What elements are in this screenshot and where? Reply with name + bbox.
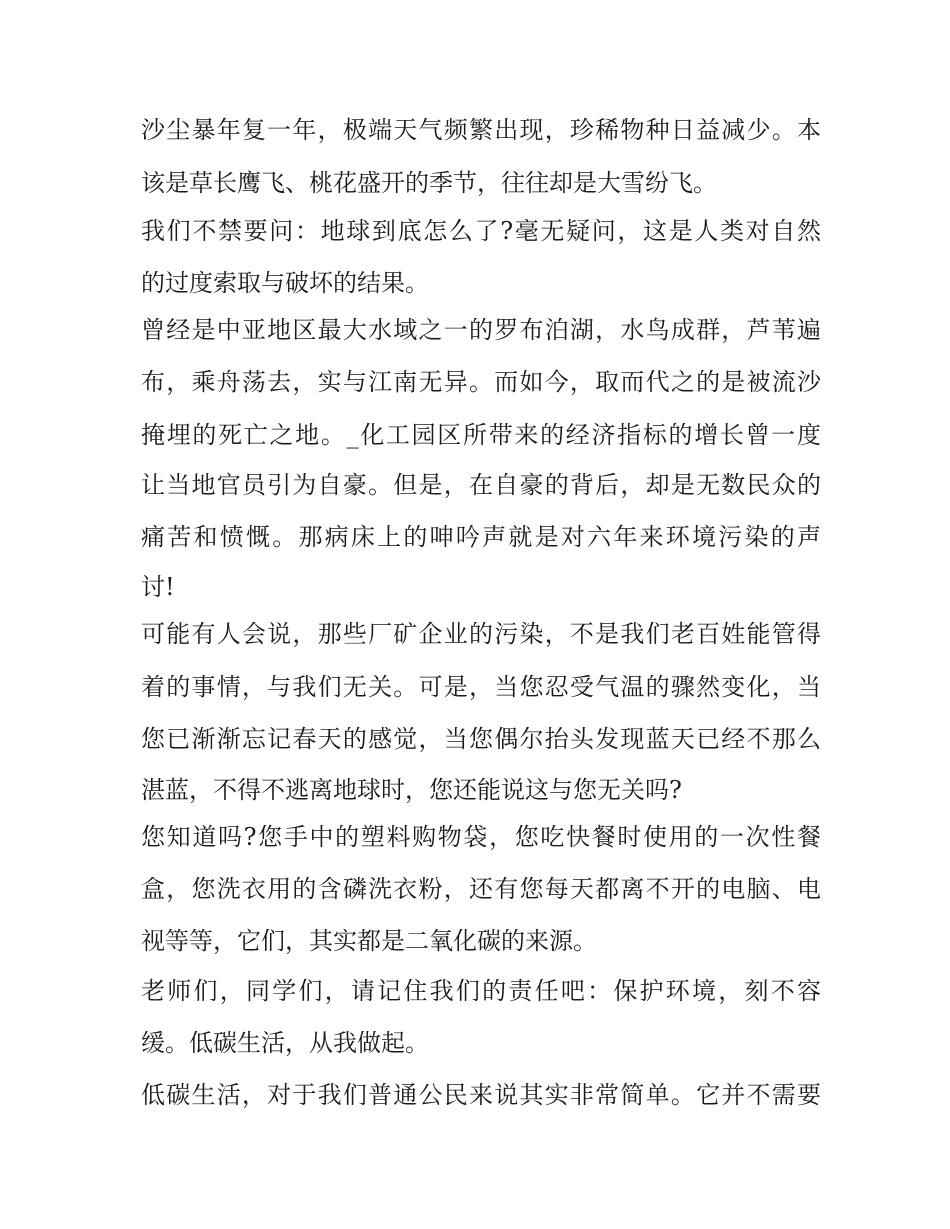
text-line: 视等等，它们，其实都是二氧化碳的来源。: [141, 927, 597, 955]
text-line: 着的事情，与我们无关。可是，当您忍受气温的骤然变化，当: [141, 673, 821, 701]
text-line: 可能有人会说，那些厂矿企业的污染，不是我们老百姓能管得: [141, 620, 821, 648]
text-line: 讨!: [141, 573, 175, 601]
text-line: 低碳生活，对于我们普通公民来说其实非常简单。它并不需要: [141, 1081, 821, 1109]
text-line: 布，乘舟荡去，实与江南无异。而如今，取而代之的是被流沙: [141, 368, 821, 396]
text-line: 您知道吗?您手中的塑料购物袋，您吃快餐时使用的一次性餐: [141, 823, 821, 851]
text-line: 该是草长鹰飞、桃花盛开的季节，往往却是大雪纷飞。: [141, 169, 717, 197]
text-line: 缓。低碳生活，从我做起。: [141, 1029, 429, 1057]
text-line: 曾经是中亚地区最大水域之一的罗布泊湖，水鸟成群，芦苇遍: [141, 316, 821, 344]
text-line: 掩埋的死亡之地。_化工园区所带来的经济指标的增长曾一度: [141, 421, 821, 449]
text-line: 您已渐渐忘记春天的感觉，当您偶尔抬头发现蓝天已经不那么: [141, 725, 821, 753]
text-line: 让当地官员引为自豪。但是，在自豪的背后，却是无数民众的: [141, 471, 821, 499]
text-line: 盒，您洗衣用的含磷洗衣粉，还有您每天都离不开的电脑、电: [141, 875, 821, 903]
text-line: 的过度索取与破坏的结果。: [141, 269, 429, 297]
text-line: 痛苦和愤慨。那病床上的呻吟声就是对六年来环境污染的声: [141, 523, 821, 551]
text-line: 湛蓝，不得不逃离地球时，您还能说这与您无关吗?: [141, 776, 682, 804]
text-line: 我们不禁要问：地球到底怎么了?毫无疑问，这是人类对自然: [141, 217, 821, 245]
text-line: 沙尘暴年复一年，极端天气频繁出现，珍稀物种日益减少。本: [141, 116, 821, 144]
text-line: 老师们，同学们，请记住我们的责任吧：保护环境，刻不容: [141, 977, 821, 1005]
